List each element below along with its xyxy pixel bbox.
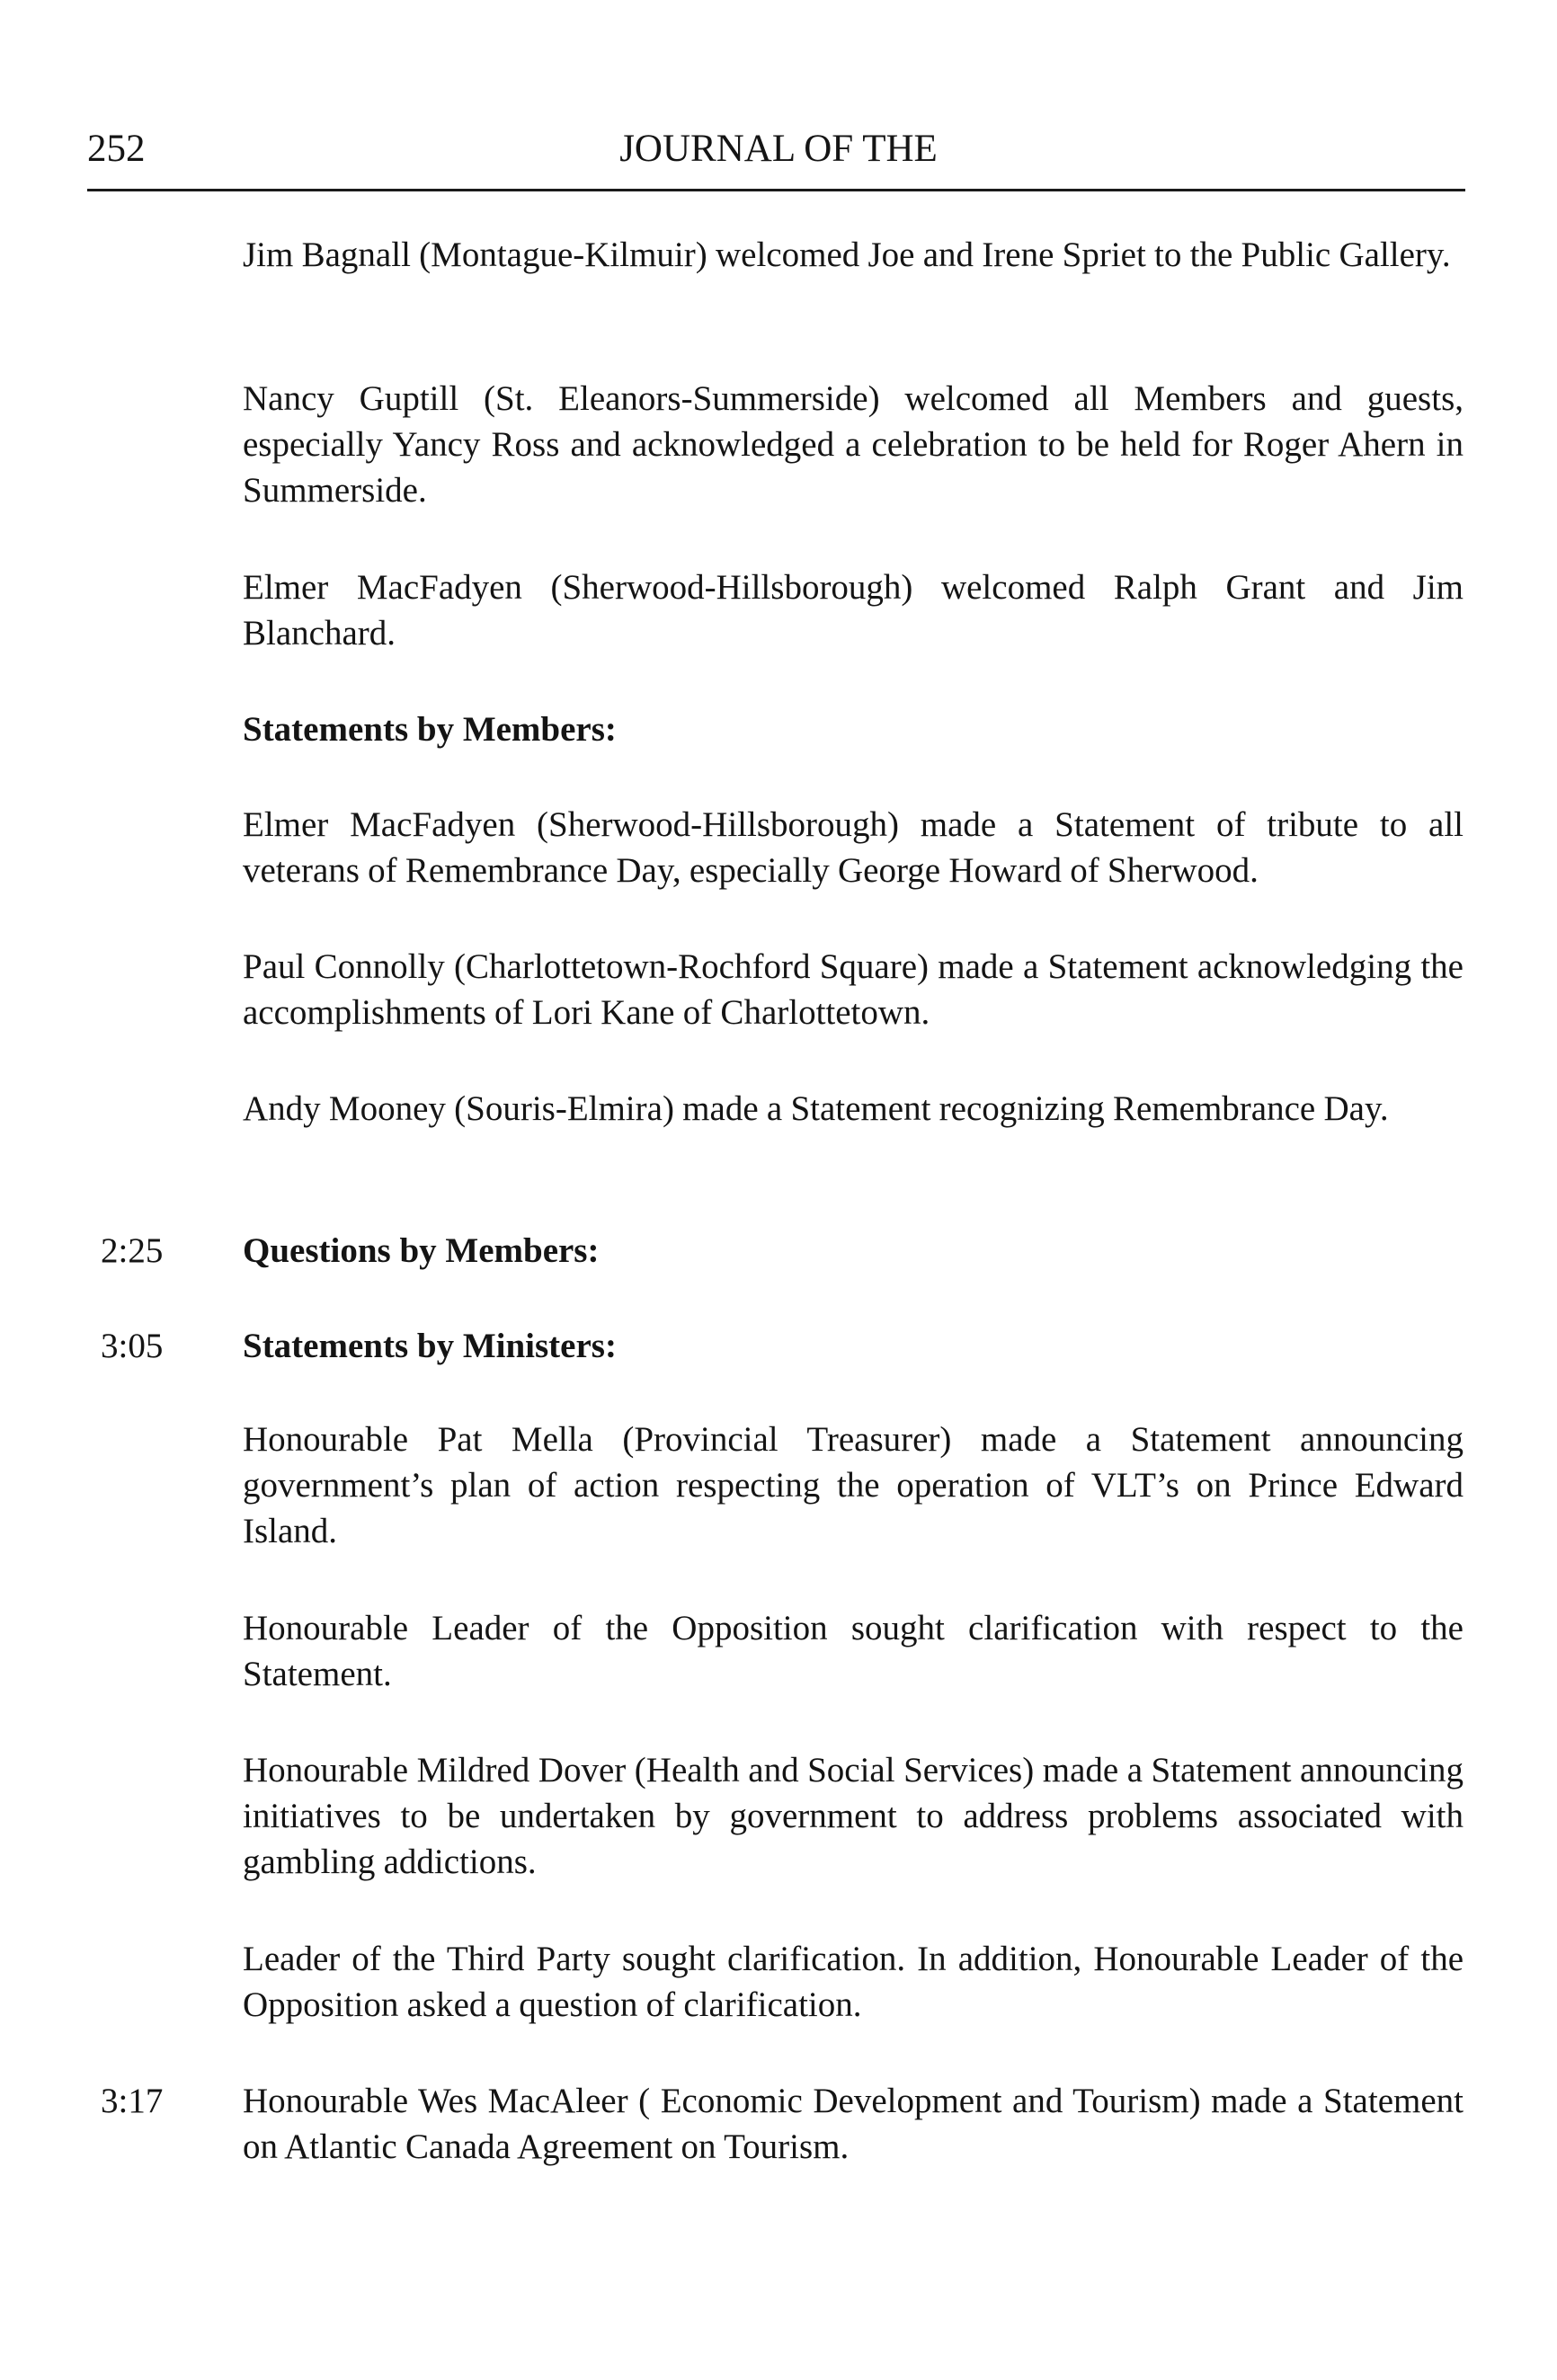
running-title: JOURNAL OF THE (619, 128, 938, 170)
paragraph-third-party-clarification: Leader of the Third Party sought clarification. In addition, Honourable Leader of the Opposition asked a question of clarification. (243, 1940, 1464, 2024)
time-3-17: 3:17 (101, 2082, 164, 2120)
paragraph-macfadyen-welcome: Elmer MacFadyen (Sherwood-Hillsborough) welcomed Ralph Grant and Jim Blanchard. (243, 568, 1464, 653)
time-3-05: 3:05 (101, 1327, 164, 1365)
heading-questions-by-members: Questions by Members: (243, 1231, 600, 1270)
paragraph-macfadyen-tribute: Elmer MacFadyen (Sherwood-Hillsborough) made a Statement of tribute to all veterans of Remembrance Day, especially George Howard of Sherwood. (243, 805, 1464, 890)
page-number: 252 (87, 128, 146, 170)
paragraph-opposition-clarification: Honourable Leader of the Opposition sought clarification with respect to the Statement. (243, 1609, 1464, 1693)
paragraph-guptill-welcome: Nancy Guptill (St. Eleanors-Summerside) welcomed all Members and guests, especially Yancy Ross and acknowledged a celebration to be held for Roger Ahern in Summerside. (243, 379, 1464, 510)
time-2-25: 2:25 (101, 1231, 164, 1270)
page-header (0, 0, 1557, 207)
heading-statements-by-members: Statements by Members: (243, 710, 617, 749)
paragraph-macaleer-statement: Honourable Wes MacAleer ( Economic Development and Tourism) made a Statement on Atlantic Canada Agreement on Tourism. (243, 2082, 1464, 2166)
heading-statements-by-ministers: Statements by Ministers: (243, 1327, 617, 1365)
paragraph-mella-statement: Honourable Pat Mella (Provincial Treasurer) made a Statement announcing government’s plan of action respecting the operation of VLT’s on Prince Edward Island. (243, 1420, 1464, 1550)
header-rule (87, 189, 1465, 191)
paragraph-mooney-statement: Andy Mooney (Souris-Elmira) made a Statement recognizing Remembrance Day. (243, 1089, 1389, 1128)
paragraph-dover-statement: Honourable Mildred Dover (Health and Social Services) made a Statement announcing initiatives to be undertaken by government to address problems associated with gambling addictions. (243, 1751, 1464, 1881)
paragraph-bagnall-welcome: Jim Bagnall (Montague-Kilmuir) welcomed Joe and Irene Spriet to the Public Gallery. (243, 235, 1451, 274)
paragraph-connolly-statement: Paul Connolly (Charlottetown-Rochford Square) made a Statement acknowledging the accomplishments of Lori Kane of Charlottetown. (243, 947, 1464, 1032)
